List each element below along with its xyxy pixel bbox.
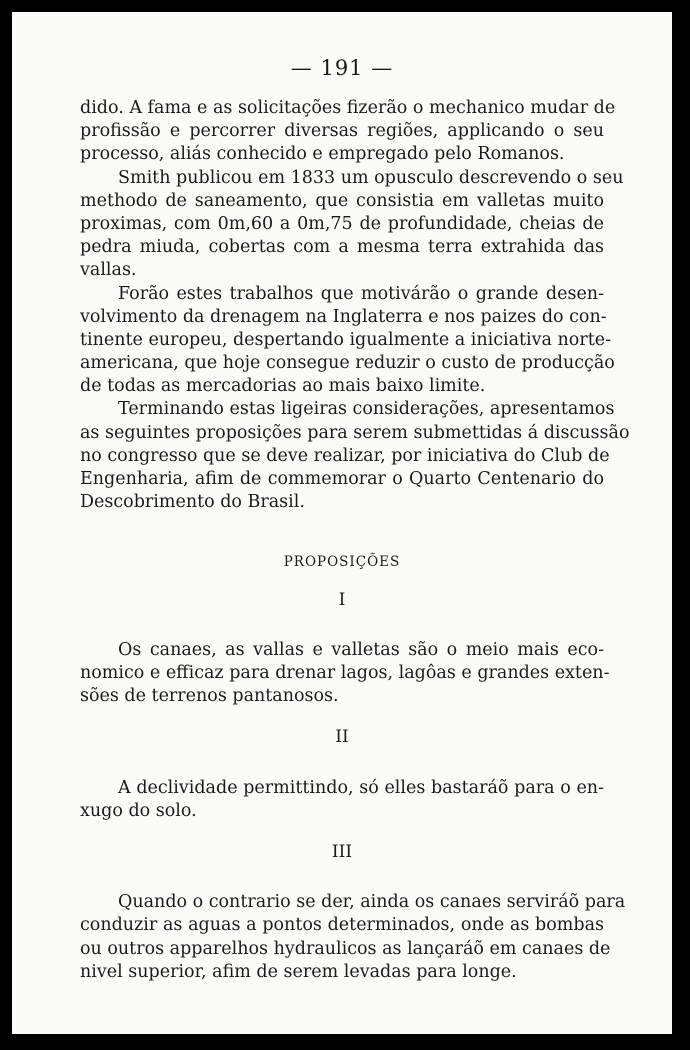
proposition-numeral: I [338,589,346,610]
text-line: xugo do solo. [80,800,197,821]
text-line: ou outros apparelhos hydraulicos as lançaráõ em canaes de [80,938,611,959]
paragraph-2 [80,167,624,283]
page-body [80,97,630,984]
text-line: as seguintes proposições para serem submettidas á discussão [80,422,630,443]
text-line: methodo de saneamento, que consistia em valletas muito [80,190,604,211]
text-line: pedra miuda, cobertas com a mesma terra extrahida das [80,237,604,258]
text-line: Engenharia, afim de commemorar o Quarto Centenario do [80,469,604,489]
text-line: no congresso que se deve realizar, por iniciativa do Club de [80,445,610,466]
text-line: Os canaes, as vallas e valletas são o meio mais eco- [118,639,604,660]
text-line: Quando o contrario se der, ainda os canaes serviráõ para [118,892,626,913]
document-page [12,12,672,1034]
text-line: tinente europeu, despertando igualmente a iniciativa norte- [80,329,612,350]
text-line: dido. A fama e as solicitações fizerão o mechanico mudar de [80,98,616,118]
paragraph-3 [80,283,615,399]
text-line: nivel superior, afim de serem levadas para longe. [80,961,517,982]
text-line: americana, que hoje consegue reduzir o custo de producção [80,353,615,374]
text-line: profissão e percorrer diversas regiões, applicando o seu [80,121,604,142]
page-number: — 191 — [290,56,394,80]
proposition-1 [80,639,610,709]
text-line: A declividade permittindo, só elles bastaráõ para o en- [118,777,604,798]
text-line: Forão estes trabalhos que motivárão o grande desen- [118,283,604,304]
section-heading: PROPOSIÇÕES [283,554,401,571]
proposition-2 [80,777,604,823]
proposition-3 [80,891,626,984]
text-line: volvimento da drenagem na Inglaterra e nos paizes do con- [80,306,607,327]
text-line: vallas. [80,260,137,281]
proposition-numeral: II [335,727,349,748]
text-line: Smith publicou em 1833 um opusculo descrevendo o seu [118,167,624,188]
proposition-numeral: III [331,841,353,862]
text-line: processo, aliás conhecido e empregado pelo Romanos. [80,144,565,165]
text-line: Descobrimento do Brasil. [80,492,305,513]
paragraph-1 [80,97,616,167]
text-line: Terminando estas ligeiras considerações, apresentamos [118,399,615,420]
text-line: de todas as mercadorias ao mais baixo limite. [80,376,486,397]
paragraph-4 [80,398,630,514]
text-line: proximas, com 0m,60 a 0m,75 de profundidade, cheias de [80,213,604,234]
text-line: conduzir as aguas a pontos determinados, onde as bombas [80,915,604,936]
text-line: nomico e efficaz para drenar lagos, lagôas e grandes exten- [80,662,610,683]
text-line: sões de terrenos pantanosos. [80,686,339,707]
